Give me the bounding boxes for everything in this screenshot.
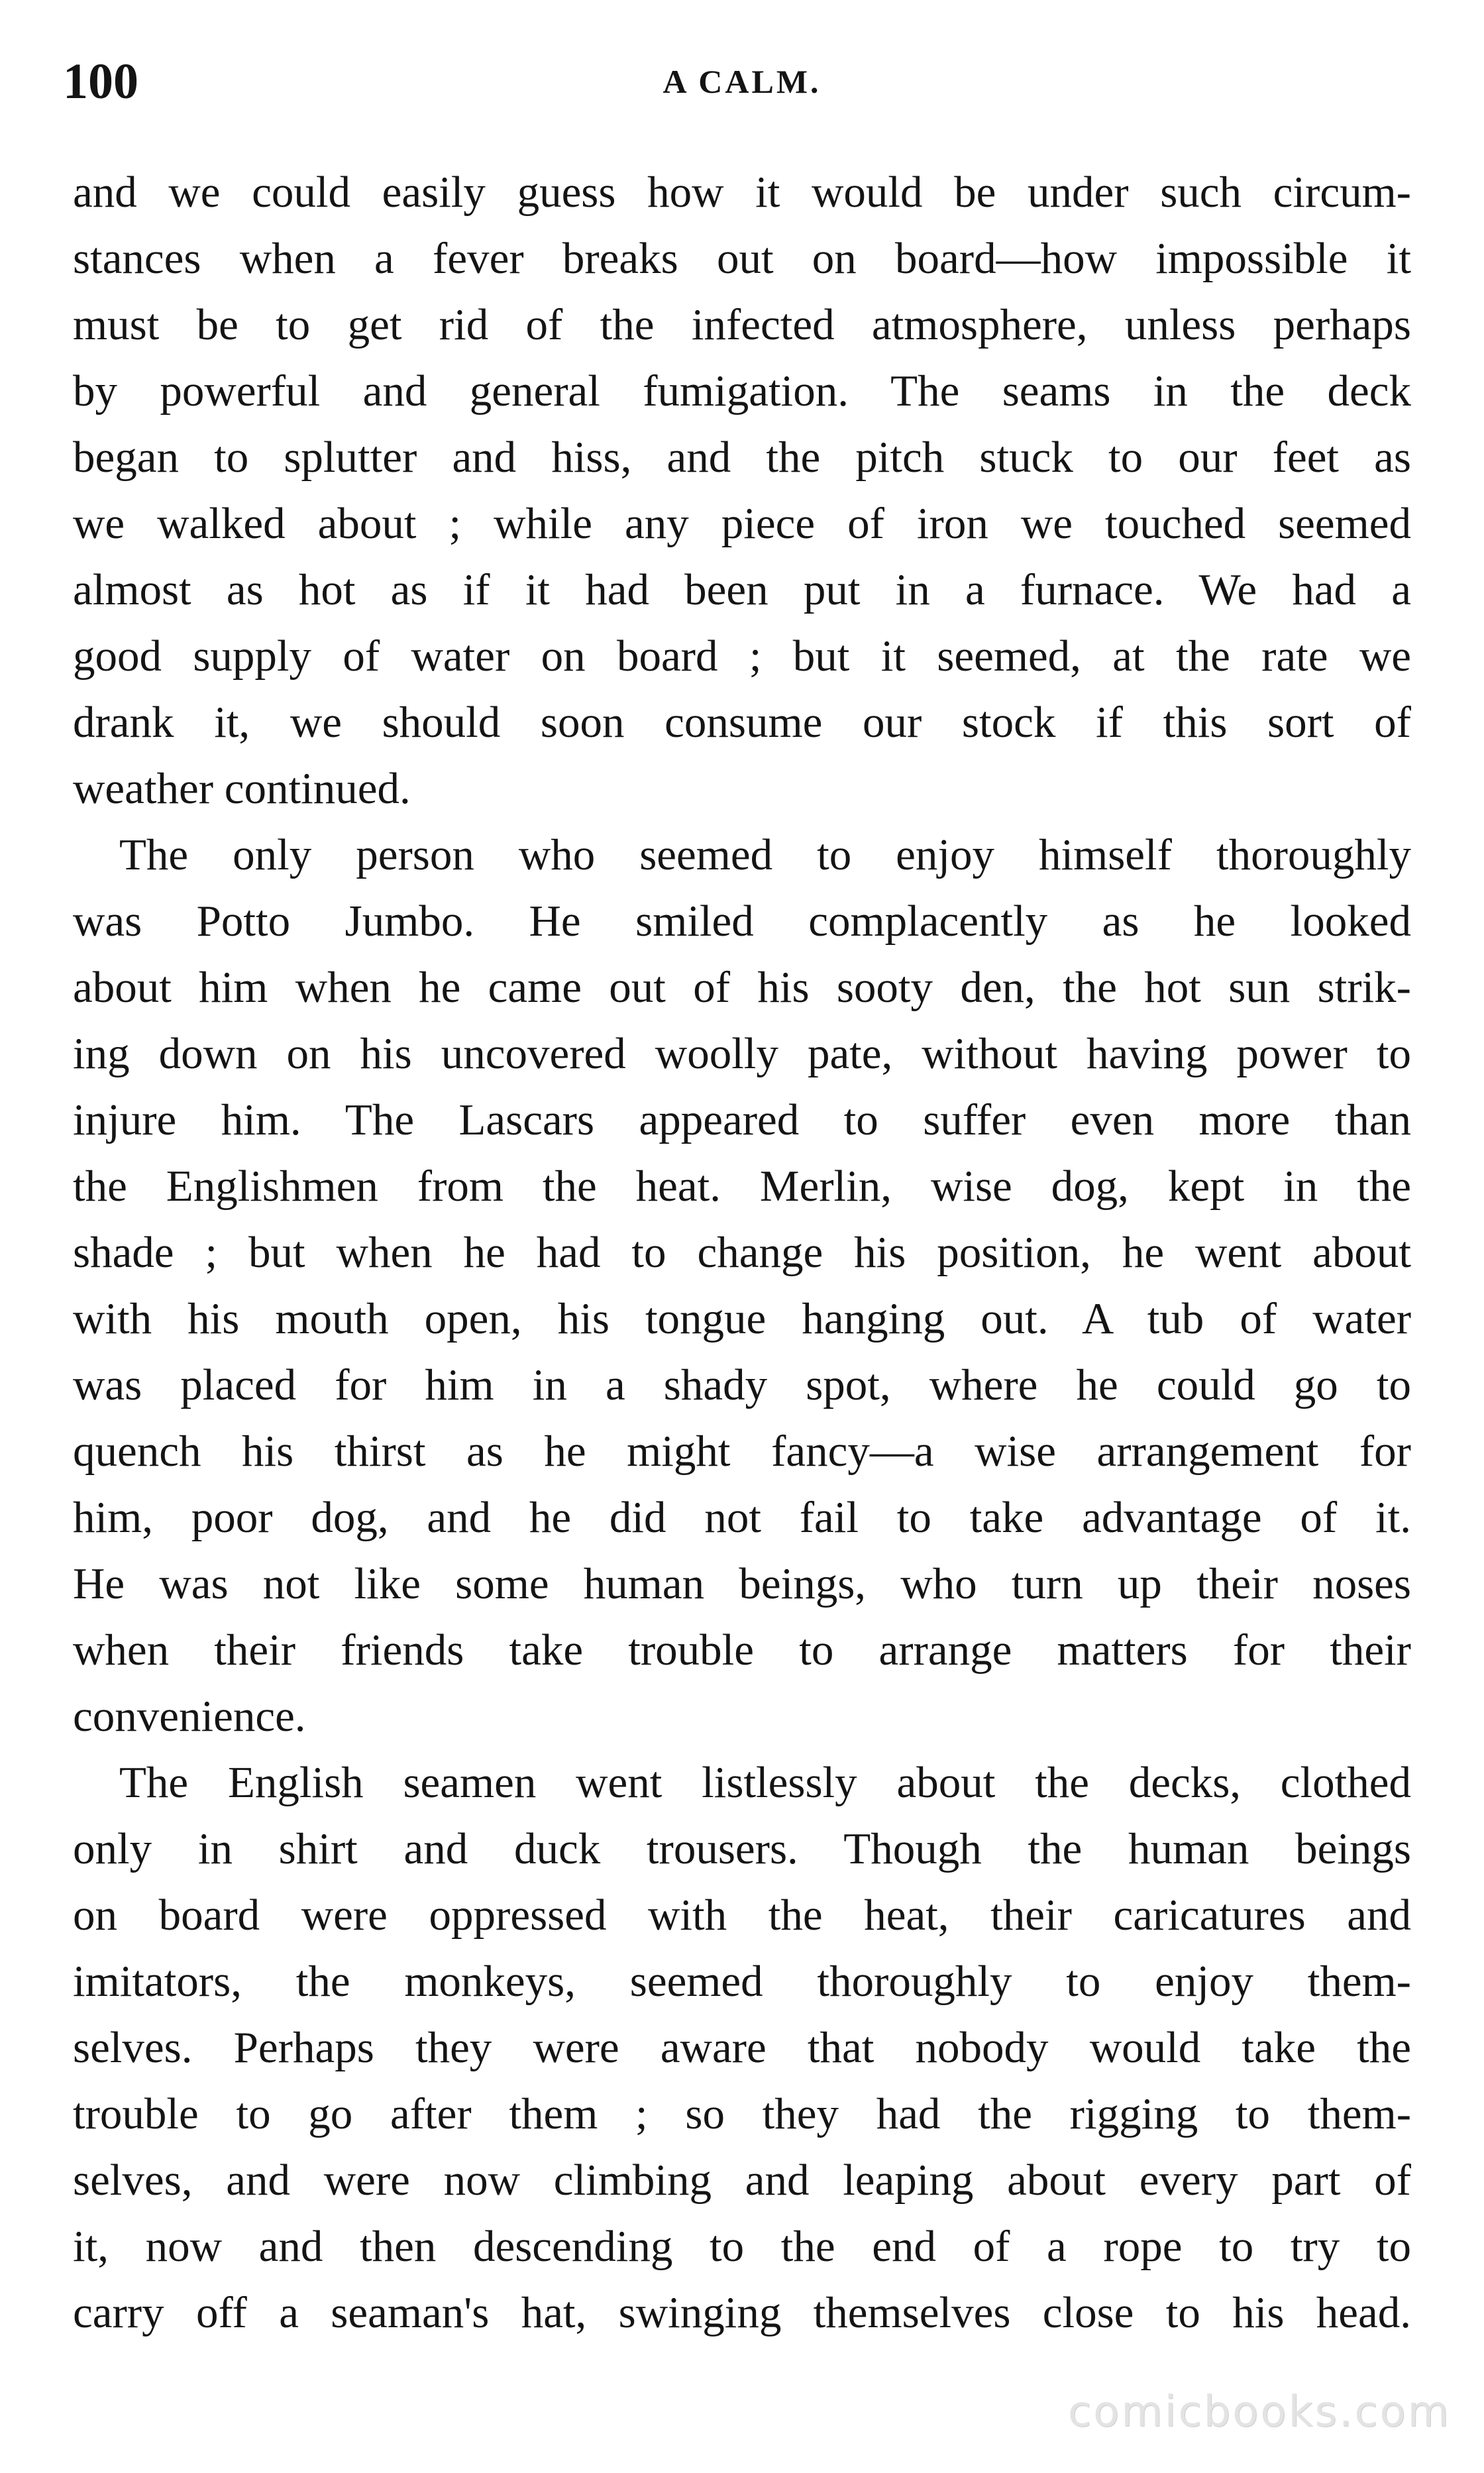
text-line: ing down on his uncovered woolly pate, without having power to <box>73 1029 1411 1078</box>
text-line: stances when a fever breaks out on board—how impossible it <box>73 234 1411 283</box>
text-line: only in shirt and duck trousers. Though the human beings <box>73 1824 1411 1873</box>
body-text <box>73 159 1411 2346</box>
text-line: it, now and then descending to the end of a rope to try to <box>73 2222 1411 2271</box>
text-line: good supply of water on board ; but it seemed, at the rate we <box>73 632 1411 681</box>
watermark-text: comicbooks.com <box>1067 2388 1451 2437</box>
paragraph-3 <box>73 1749 1411 2346</box>
text-line: convenience. <box>73 1692 306 1741</box>
text-line: injure him. The Lascars appeared to suffer even more than <box>73 1095 1411 1144</box>
text-line: weather continued. <box>73 764 411 813</box>
paragraph-2 <box>73 822 1411 1749</box>
text-line: selves. Perhaps they were aware that nobody would take the <box>73 2023 1411 2072</box>
text-line: The English seamen went listlessly about the decks, clothed <box>119 1758 1411 1807</box>
text-line: shade ; but when he had to change his position, he went about <box>73 1228 1411 1277</box>
text-line: imitators, the monkeys, seemed thoroughly to enjoy them- <box>73 1957 1411 2006</box>
text-line: was placed for him in a shady spot, where he could go to <box>73 1360 1411 1409</box>
text-line: selves, and were now climbing and leaping about every part of <box>73 2156 1411 2205</box>
running-head: A CALM. <box>662 63 822 100</box>
text-line: was Potto Jumbo. He smiled complacently as he looked <box>73 897 1411 946</box>
text-line: we walked about ; while any piece of iron we touched seemed <box>73 499 1411 548</box>
text-line: with his mouth open, his tongue hanging out. A tub of water <box>73 1294 1411 1343</box>
text-line: the Englishmen from the heat. Merlin, wise dog, kept in the <box>73 1162 1411 1211</box>
text-line: must be to get rid of the infected atmosphere, unless perhaps <box>73 300 1411 349</box>
text-line: when their friends take trouble to arrange matters for their <box>73 1625 1411 1675</box>
text-line: about him when he came out of his sooty den, the hot sun strik- <box>73 963 1411 1012</box>
text-line: began to splutter and hiss, and the pitch stuck to our feet as <box>73 433 1411 482</box>
text-line: quench his thirst as he might fancy—a wise arrangement for <box>73 1427 1411 1476</box>
text-line: He was not like some human beings, who turn up their noses <box>73 1559 1411 1608</box>
text-line: drank it, we should soon consume our stock if this sort of <box>73 698 1411 747</box>
page-header <box>63 52 1421 111</box>
text-line: by powerful and general fumigation. The seams in the deck <box>73 366 1411 415</box>
text-line: almost as hot as if it had been put in a furnace. We had a <box>73 565 1411 614</box>
text-line: carry off a seaman's hat, swinging themselves close to his head. <box>73 2288 1411 2337</box>
text-line: on board were oppressed with the heat, their caricatures and <box>73 1891 1411 1940</box>
text-line: and we could easily guess how it would be under such circum- <box>73 168 1411 217</box>
text-line: him, poor dog, and he did not fail to take advantage of it. <box>73 1493 1411 1542</box>
page-number: 100 <box>63 54 138 109</box>
paragraph-1 <box>73 159 1411 822</box>
text-line: The only person who seemed to enjoy himself thoroughly <box>119 830 1411 879</box>
text-line: trouble to go after them ; so they had the rigging to them- <box>73 2089 1411 2138</box>
